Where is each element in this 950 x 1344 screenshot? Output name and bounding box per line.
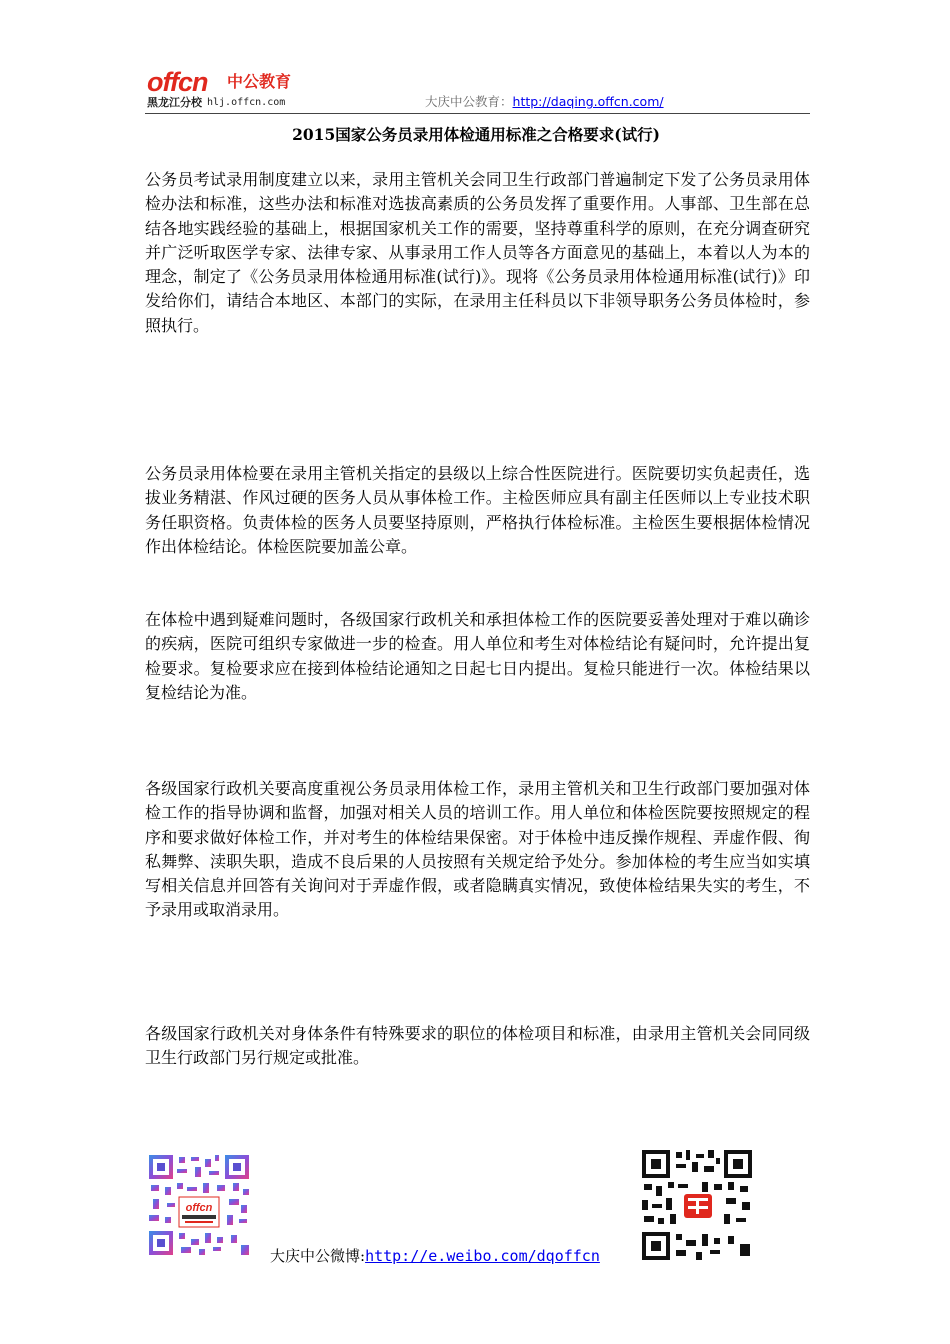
footer-weibo-link[interactable]: http://e.weibo.com/dqoffcn xyxy=(365,1247,600,1265)
paragraph-1: 公务员考试录用制度建立以来，录用主管机关会同卫生行政部门普遍制定下发了公务员录用体检办法和标准，这些办法和标准对选拔高素质的公务员发挥了重要作用。人事部、卫生部在总结各地实践经验的基础上，根据国家机关工作的需要，坚持尊重科学的原则，在充分调查研究并广泛听取医学专家、法律专家、从事录用工作人员等各方面意见的基础上，本着以人为本的理念，制定了《公务员录用体检通用标准(试行)》。现将《公务员录用体检通用标准(试行)》印发给你们，请结合本地区、本部门的实际，在录用主任科员以下非领导职务公务员体检时，参照执行。 xyxy=(145,170,810,335)
paragraph-4: 各级国家行政机关要高度重视公务员录用体检工作，录用主管机关和卫生行政部门要加强对体检工作的指导协调和监督，加强对相关人员的培训工作。用人单位和体检医院要按照规定的程序和要求做好体检工作，并对考生的体检结果保密。对于体检中违反操作规程、弄虚作假、徇私舞弊、渎职失职，造成不良后果的人员按照有关规定给予处分。参加体检的考生应当如实填写相关信息并回答有关询问对于弄虚作假，或者隐瞒真实情况，致使体检结果失实的考生，不予录用或取消录用。 xyxy=(145,779,810,920)
header-site-url-link[interactable]: http://daqing.offcn.com/ xyxy=(512,94,664,109)
header-divider xyxy=(145,113,810,114)
logo-chinese-name: 中公教育 xyxy=(227,72,292,91)
recruitment-qr-code-image xyxy=(640,1148,754,1262)
footer-weibo-line xyxy=(270,1246,600,1266)
wechat-qr-code-image xyxy=(147,1153,251,1257)
paragraph-5: 各级国家行政机关对身体条件有特殊要求的职位的体检项目和标准，由录用主管机关会同同级卫生行政部门另行规定或批准。 xyxy=(145,1024,810,1068)
header-site-label: 大庆中公教育： xyxy=(425,94,513,109)
footer-weibo-label: 大庆中公微博: xyxy=(270,1247,366,1265)
header-site-link-line xyxy=(425,94,664,110)
logo-branch-name: 黑龙江分校 xyxy=(147,96,202,109)
paragraph-3: 在体检中遇到疑难问题时，各级国家行政机关和承担体检工作的医院要妥善处理对于难以确诊的疾病，医院可组织专家做进一步的检查。用人单位和考生对体检结论有疑问时，允许提出复检要求。复检要求应在接到体检结论通知之日起七日内提出。复检只能进行一次。体检结果以复检结论为准。 xyxy=(145,610,810,702)
document-title: 2015国家公务员录用体检通用标准之合格要求(试行) xyxy=(292,125,660,144)
page-header xyxy=(145,68,810,114)
paragraph-2: 公务员录用体检要在录用主管机关指定的县级以上综合性医院进行。医院要切实负起责任，选拔业务精湛、作风过硬的医务人员从事体检工作。主检医师应具有副主任医师以上专业技术职务任职资格。负责体检的医务人员要坚持原则，严格执行体检标准。主检医生要根据体检情况作出体检结论。体检医院要加盖公章。 xyxy=(145,464,810,556)
offcn-logo xyxy=(145,68,325,112)
svg-text:offcn: offcn xyxy=(185,1202,213,1214)
logo-wordmark: offcn xyxy=(147,67,208,97)
logo-domain: hlj.offcn.com xyxy=(207,97,286,108)
